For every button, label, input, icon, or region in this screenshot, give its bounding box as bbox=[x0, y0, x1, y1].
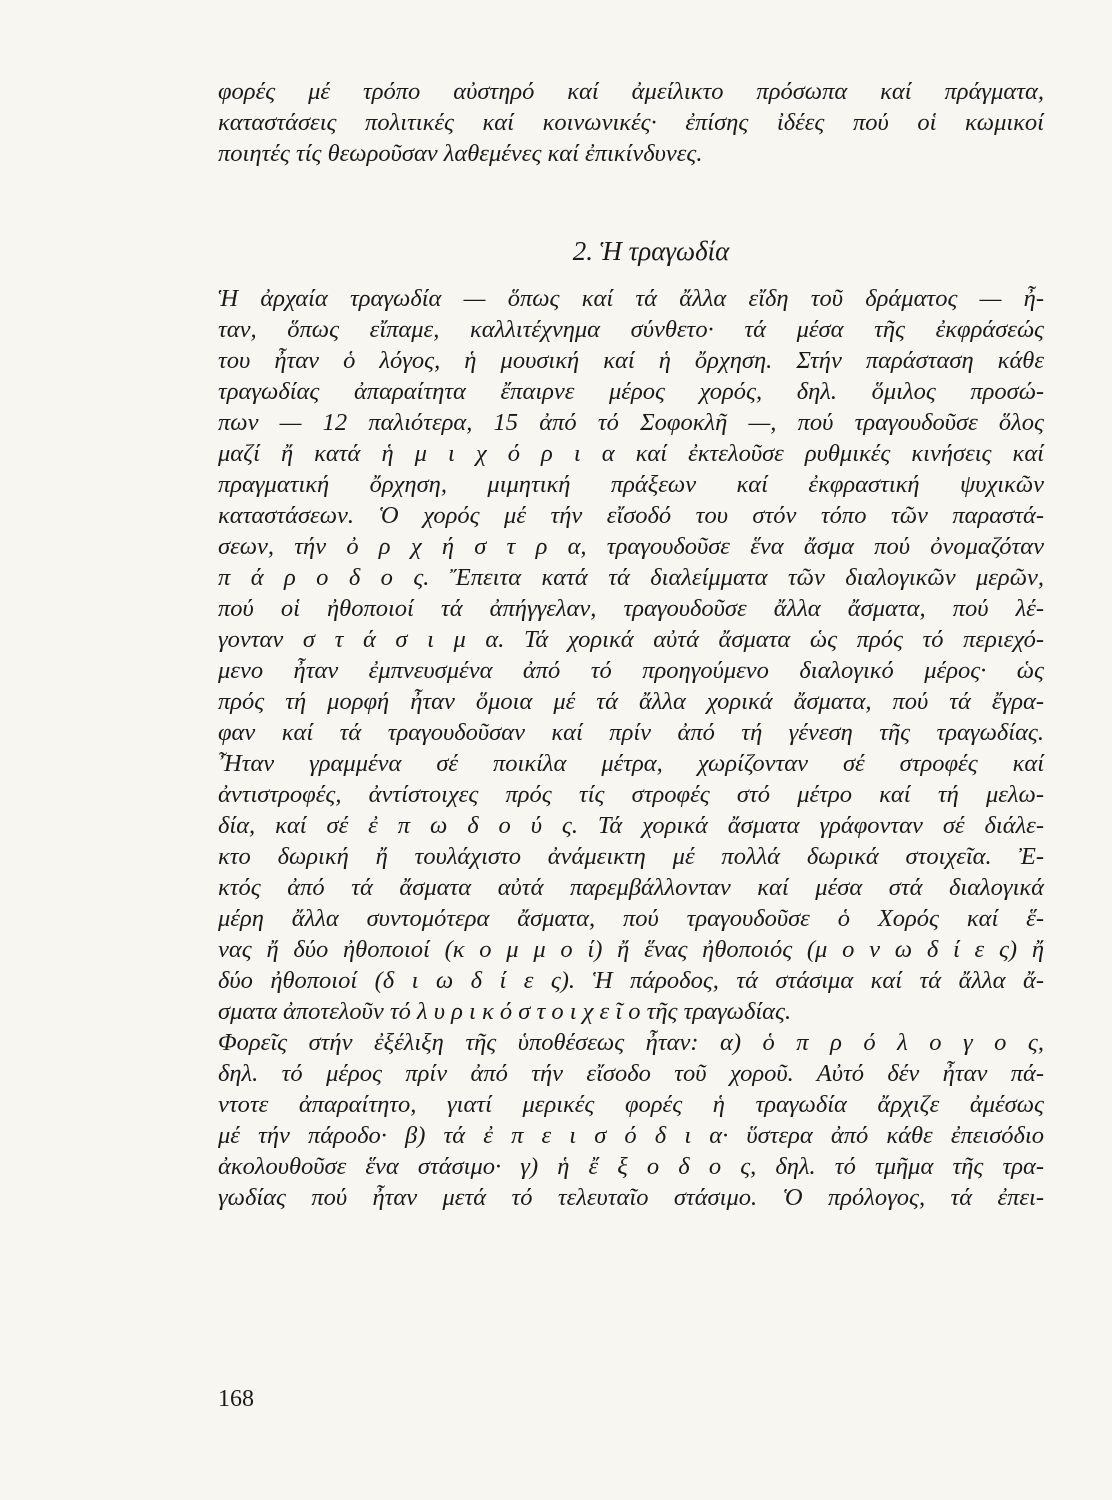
text-line: καταστάσεων. Ὁ χορός μέ τήν εἴσοδό του στόν τόπο τῶν παραστά- bbox=[218, 502, 1044, 529]
text-line: φαν καί τά τραγουδοῦσαν καί πρίν ἀπό τή γένεση τῆς τραγωδίας. bbox=[218, 719, 1044, 746]
text-line: πων — 12 παλιότερα, 15 ἀπό τό Σοφοκλῆ —, πού τραγουδοῦσε ὅλος bbox=[218, 409, 1044, 436]
page-number: 168 bbox=[218, 1386, 254, 1412]
tragedy-section-body bbox=[218, 283, 1044, 1213]
text-line: π ά ρ ο δ ο ς. Ἔπειτα κατά τά διαλείμματα τῶν διαλογικῶν μερῶν, bbox=[218, 564, 1044, 591]
text-line: νας ἤ δύο ἠθοποιοί (κ ο μ μ ο ί) ἤ ἕνας ἠθοποιός (μ ο ν ω δ ί ε ς) ἤ bbox=[218, 936, 1044, 963]
text-line: Φορεῖς στήν ἐξέλιξη τῆς ὑποθέσεως ἦταν: α) ὁ π ρ ό λ ο γ ο ς, bbox=[218, 1029, 1044, 1056]
text-line: ταν, ὅπως εἴπαμε, καλλιτέχνημα σύνθετο· τά μέσα τῆς ἐκφράσεώς bbox=[218, 316, 1044, 343]
text-line: μέ τήν πάροδο· β) τά ἐ π ε ι σ ό δ ι α· ὕστερα ἀπό κάθε ἐπεισόδιο bbox=[218, 1122, 1044, 1149]
text-line: πού οἱ ἠθοποιοί τά ἀπήγγελαν, τραγουδοῦσε ἄλλα ἄσματα, πού λέ- bbox=[218, 595, 1044, 622]
text-line: ἀντιστροφές, ἀντίστοιχες πρός τίς στροφές στό μέτρο καί τή μελω- bbox=[218, 781, 1044, 808]
text-line: σματα ἀποτελοῦν τό λ υ ρ ι κ ό σ τ ο ι χ ε ῖ ο τῆς τραγωδίας. bbox=[218, 998, 792, 1025]
text-line: φορές μέ τρόπο αὐστηρό καί ἀμείλικτο πρόσωπα καί πράγματα, bbox=[218, 78, 1044, 105]
text-line: δύο ἠθοποιοί (δ ι ω δ ί ε ς). Ἡ πάροδος, τά στάσιμα καί τά ἄλλα ἄ- bbox=[218, 967, 1044, 994]
text-line: ντοτε ἀπαραίτητο, γιατί μερικές φορές ἡ τραγωδία ἄρχιζε ἀμέσως bbox=[218, 1091, 1044, 1118]
text-line: δία, καί σέ ἐ π ω δ ο ύ ς. Τά χορικά ἄσματα γράφονταν σέ διάλε- bbox=[218, 812, 1044, 839]
text-line: τραγωδίας ἀπαραίτητα ἔπαιρνε μέρος χορός, δηλ. ὅμιλος προσώ- bbox=[218, 378, 1044, 405]
continued-paragraph bbox=[218, 76, 1044, 169]
text-line: ἀκολουθοῦσε ἕνα στάσιμο· γ) ἡ ἔ ξ ο δ ο ς, δηλ. τό τμῆμα τῆς τρα- bbox=[218, 1153, 1044, 1180]
text-line: γονταν σ τ ά σ ι μ α. Τά χορικά αὐτά ἄσματα ὡς πρός τό περιεχό- bbox=[218, 626, 1044, 653]
text-line: ποιητές τίς θεωροῦσαν λαθεμένες καί ἐπικίνδυνες. bbox=[218, 140, 703, 167]
text-line: πρός τή μορφή ἦταν ὅμοια μέ τά ἄλλα χορικά ἄσματα, πού τά ἔγρα- bbox=[218, 688, 1044, 715]
text-line: δηλ. τό μέρος πρίν ἀπό τήν εἴσοδο τοῦ χοροῦ. Αὐτό δέν ἦταν πά- bbox=[218, 1060, 1044, 1087]
text-line: γωδίας πού ἦταν μετά τό τελευταῖο στάσιμο. Ὁ πρόλογος, τά ἐπει- bbox=[218, 1184, 1044, 1211]
text-line: μενο ἦταν ἐμπνευσμένα ἀπό τό προηγούμενο διαλογικό μέρος· ὡς bbox=[218, 657, 1044, 684]
text-line: Ἦταν γραμμένα σέ ποικίλα μέτρα, χωρίζονταν σέ στροφές καί bbox=[218, 750, 1044, 777]
text-line: κτός ἀπό τά ἄσματα αὐτά παρεμβάλλονταν καί μέσα στά διαλογικά bbox=[218, 874, 1044, 901]
text-line: μέρη ἄλλα συντομότερα ἄσματα, πού τραγουδοῦσε ὁ Χορός καί ἕ- bbox=[218, 905, 1044, 932]
text-line: καταστάσεις πολιτικές καί κοινωνικές· ἐπίσης ἰδέες πού οἱ κωμικοί bbox=[218, 109, 1044, 136]
text-line: σεων, τήν ὀ ρ χ ή σ τ ρ α, τραγουδοῦσε ἕνα ἄσμα πού ὀνομαζόταν bbox=[218, 533, 1044, 560]
text-line: κτο δωρική ἤ τουλάχιστο ἀνάμεικτη μέ πολλά δωρικά στοιχεῖα. Ἐ- bbox=[218, 843, 1044, 870]
text-line: Ἡ ἀρχαία τραγωδία — ὅπως καί τά ἄλλα εἴδη τοῦ δράματος — ἦ- bbox=[218, 285, 1044, 312]
text-line: μαζί ἤ κατά ἡ μ ι χ ό ρ ι α καί ἐκτελοῦσε ρυθμικές κινήσεις καί bbox=[218, 440, 1044, 467]
text-line: του ἦταν ὁ λόγος, ἡ μουσική καί ἡ ὄρχηση. Στήν παράσταση κάθε bbox=[218, 347, 1044, 374]
text-line: πραγματική ὄρχηση, μιμητική πράξεων καί ἐκφραστική ψυχικῶν bbox=[218, 471, 1044, 498]
section-heading: 2. Ἡ τραγωδία bbox=[572, 236, 730, 266]
